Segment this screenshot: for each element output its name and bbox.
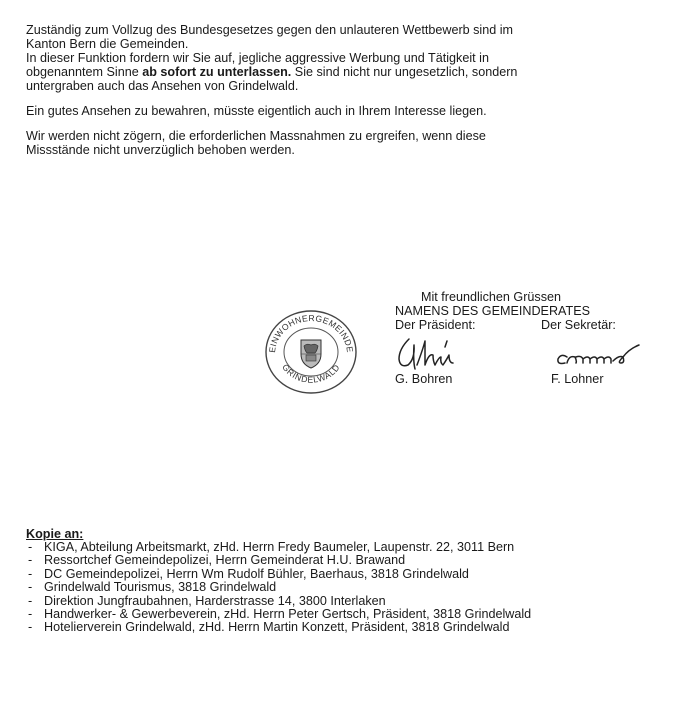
closing-greeting: Mit freundlichen Grüssen — [421, 290, 561, 304]
role-president: Der Präsident: — [395, 318, 476, 332]
role-secretary: Der Sekretär: — [541, 318, 616, 332]
paragraph-line: Missstände nicht unverzüglich behoben werden. — [26, 143, 295, 157]
paragraph-line: In dieser Funktion fordern wir Sie auf, jegliche aggressive Werbung und Tätigkeit in — [26, 51, 489, 65]
copies-section — [26, 527, 666, 635]
paragraph-line: untergraben auch das Ansehen von Grindelwald. — [26, 79, 299, 93]
paragraph-line: Wir werden nicht zögern, die erforderlichen Massnahmen zu ergreifen, wenn diese — [26, 129, 486, 143]
paragraph-line: Ein gutes Ansehen zu bewahren, müsste eigentlich auch in Ihrem Interesse liegen. — [26, 104, 487, 118]
name-secretary: F. Lohner — [551, 372, 604, 386]
seal-stamp-icon — [263, 308, 359, 396]
paragraph-2 — [26, 104, 656, 118]
copy-recipient: Hotelierverein Grindelwald, zHd. Herrn Martin Konzett, Präsident, 3818 Grindelwald — [44, 620, 510, 635]
municipal-seal — [263, 308, 359, 396]
secretary-signature — [551, 335, 651, 371]
copy-recipient: Direktion Jungfraubahnen, Harderstrasse 14, 3800 Interlaken — [44, 593, 386, 608]
list-item — [26, 621, 666, 634]
emphasis-text: ab sofort zu unterlassen. — [142, 65, 292, 79]
council-heading: NAMENS DES GEMEINDERATES — [395, 304, 590, 318]
letter-body — [26, 23, 656, 168]
list-bullet: - — [28, 553, 33, 568]
text-run: Sie sind nicht nur ungesetzlich, sondern — [291, 65, 518, 79]
svg-text:GRINDELWALD: GRINDELWALD — [280, 362, 342, 385]
svg-text:EINWOHNERGEMEINDE: EINWOHNERGEMEINDE — [266, 312, 356, 354]
list-item — [26, 595, 666, 608]
signatory-names — [395, 372, 655, 386]
copy-recipient: Grindelwald Tourismus, 3818 Grindelwald — [44, 580, 277, 595]
list-item — [26, 554, 666, 567]
paragraph-line — [26, 65, 656, 79]
signature-block — [395, 290, 655, 386]
paragraph-line: Kanton Bern die Gemeinden. — [26, 37, 189, 51]
text-run: obgenanntem Sinne — [26, 65, 143, 79]
signatures — [395, 335, 655, 371]
list-item — [26, 568, 666, 581]
signatory-roles — [395, 318, 655, 332]
list-bullet: - — [28, 620, 33, 635]
copies-heading: Kopie an: — [26, 527, 84, 541]
copies-list — [26, 541, 666, 635]
paragraph-3 — [26, 129, 656, 157]
copy-recipient: Ressortchef Gemeindepolizei, Herrn Gemeinderat H.U. Brawand — [44, 553, 406, 568]
president-signature — [395, 335, 475, 371]
paragraph-1 — [26, 23, 656, 93]
name-president: G. Bohren — [395, 372, 453, 386]
list-bullet: - — [28, 593, 33, 608]
copy-recipient: Handwerker- & Gewerbeverein, zHd. Herrn Peter Gertsch, Präsident, 3818 Grindelwald — [44, 607, 532, 622]
list-item — [26, 541, 666, 554]
list-bullet: - — [28, 540, 33, 554]
copy-recipient: KIGA, Abteilung Arbeitsmarkt, zHd. Herrn Fredy Baumeler, Laupenstr. 22, 3011 Bern — [44, 540, 515, 554]
paragraph-line: Zuständig zum Vollzug des Bundesgesetzes gegen den unlauteren Wettbewerb sind im — [26, 23, 514, 37]
list-item — [26, 608, 666, 621]
list-item — [26, 581, 666, 594]
copy-recipient: DC Gemeindepolizei, Herrn Wm Rudolf Bühler, Baerhaus, 3818 Grindelwald — [44, 566, 469, 581]
list-bullet: - — [28, 566, 33, 581]
list-bullet: - — [28, 607, 33, 622]
list-bullet: - — [28, 580, 33, 595]
